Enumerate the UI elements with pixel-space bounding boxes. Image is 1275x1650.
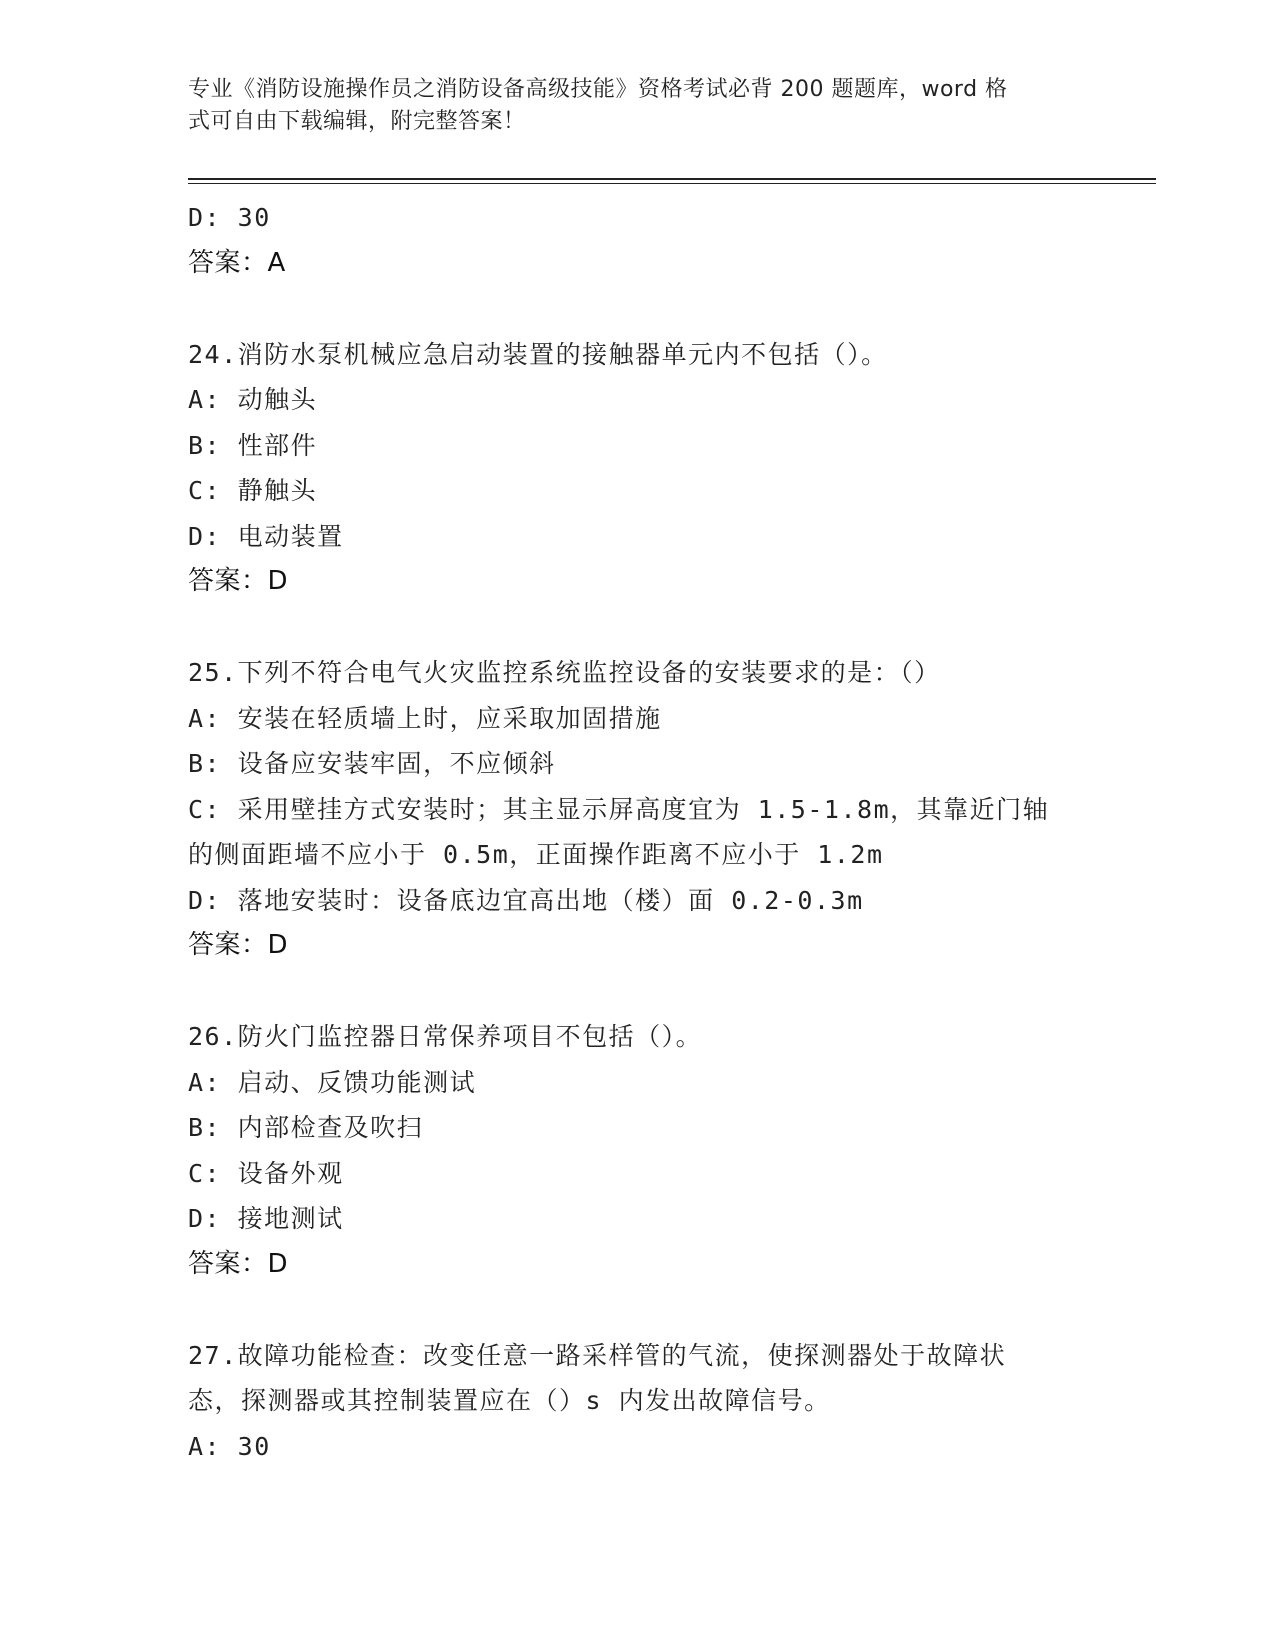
answer-line: 答案：D [188, 1248, 289, 1279]
option-b: B: 内部检查及吹扫 [188, 1113, 424, 1142]
question-25 [188, 650, 1088, 969]
question-stem: 25.下列不符合电气火灾监控系统监控设备的安装要求的是：（） [188, 658, 941, 687]
option-c: C: 静触头 [188, 476, 318, 505]
answer-line: 答案：D [188, 566, 289, 596]
spacer [188, 969, 1088, 1015]
question-stem: 24.消防水泵机械应急启动装置的接触器单元内不包括（）。 [188, 339, 888, 369]
header-divider-thin [188, 183, 1156, 184]
question-26 [188, 1014, 1088, 1287]
option-b: B: 设备应安装牢固，不应倾斜 [188, 749, 556, 778]
option-d: D: 接地测试 [188, 1204, 344, 1233]
answer-line: 答案：A [188, 247, 286, 278]
spacer [188, 605, 1088, 651]
header-line-1: 专业《消防设施操作员之消防设备高级技能》资格考试必背 200 题题库，word 格 [188, 77, 1008, 102]
option-a: A: 30 [188, 1431, 271, 1461]
option-c: C: 设备外观 [188, 1158, 344, 1188]
question-content [188, 195, 1088, 1469]
question-stem-continued: 态，探测器或其控制装置应在（）s 内发出故障信号。 [188, 1386, 831, 1415]
option-a: A: 启动、反馈功能测试 [188, 1067, 477, 1097]
question-stem: 27.故障功能检查：改变任意一路采样管的气流，使探测器处于故障状 [188, 1340, 1007, 1370]
previous-question-tail [188, 195, 1088, 286]
question-27 [188, 1333, 1088, 1470]
option-c: C: 采用壁挂方式安装时；其主显示屏高度宜为 1.5-1.8m，其靠近门轴 [188, 794, 1050, 824]
header-line-2: 式可自由下载编辑，附完整答案！ [188, 109, 526, 134]
question-stem: 26.防火门监控器日常保养项目不包括（）。 [188, 1022, 703, 1051]
option-d: D: 落地安装时：设备底边宜高出地（楼）面 0.2-0.3m [188, 885, 864, 915]
option-a: A: 安装在轻质墙上时，应采取加固措施 [188, 703, 662, 733]
option-d: D: 电动装置 [188, 521, 344, 551]
document-header [188, 74, 1068, 138]
spacer [188, 286, 1088, 332]
spacer [188, 1287, 1088, 1333]
answer-line: 答案：D [188, 930, 289, 960]
option-d: D: 30 [188, 203, 271, 232]
header-divider-thick [188, 178, 1156, 180]
question-24 [188, 332, 1088, 605]
option-b: B: 性部件 [188, 430, 318, 460]
option-c-continued: 的侧面距墙不应小于 0.5m，正面操作距离不应小于 1.2m [188, 840, 884, 869]
option-a: A: 动触头 [188, 385, 318, 414]
